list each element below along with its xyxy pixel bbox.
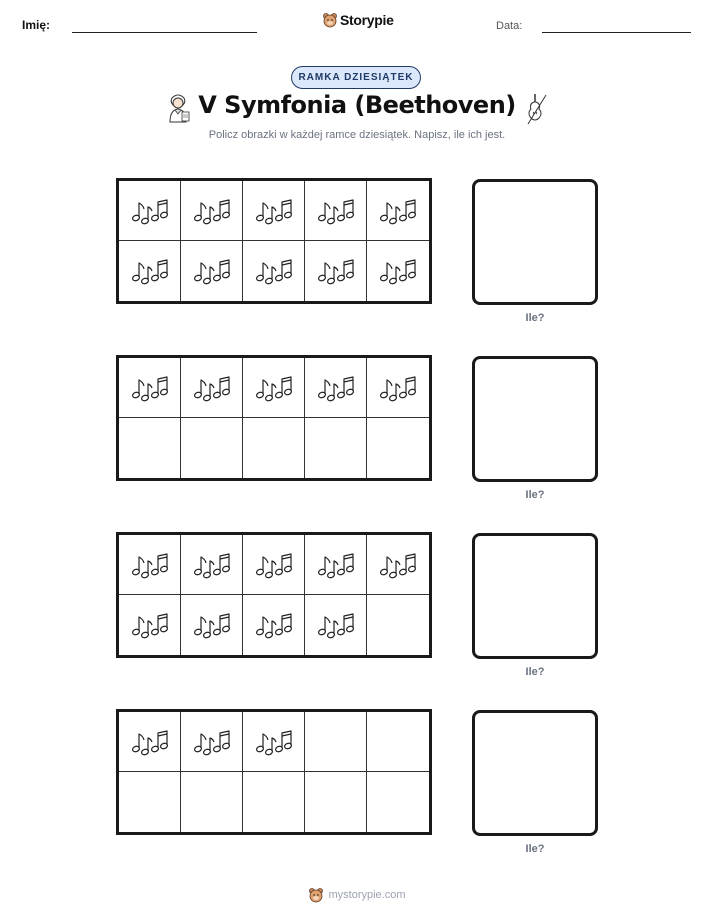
ten-frame-cell <box>243 595 305 655</box>
music-notes-icon <box>255 256 293 286</box>
answer-box[interactable] <box>472 533 598 659</box>
ten-frame-cell <box>305 181 367 241</box>
music-notes-icon <box>131 727 169 757</box>
ten-frame-cell <box>119 535 181 595</box>
ten-frame <box>116 532 432 658</box>
footer-url: mystorypie.com <box>328 889 406 901</box>
music-notes-icon <box>193 727 231 757</box>
ten-frame <box>116 709 432 835</box>
answer-box[interactable] <box>472 356 598 482</box>
ten-frame-cell <box>305 241 367 301</box>
ten-frame-cell <box>305 535 367 595</box>
ten-frame-cell <box>367 595 429 655</box>
music-notes-icon <box>379 373 417 403</box>
answer-box[interactable] <box>472 179 598 305</box>
music-notes-icon <box>131 550 169 580</box>
date-line[interactable] <box>542 32 691 33</box>
page-title: V Symfonia (Beethoven) <box>198 91 516 119</box>
ten-frame-cell <box>243 358 305 418</box>
ten-frame-cell <box>243 181 305 241</box>
ten-frame-cell <box>181 418 243 478</box>
ten-frame-cell <box>305 772 367 832</box>
ten-frame-cell <box>243 418 305 478</box>
music-notes-icon <box>193 373 231 403</box>
music-notes-icon <box>379 256 417 286</box>
music-notes-icon <box>193 610 231 640</box>
ten-frame-cell <box>181 772 243 832</box>
ten-frame-cell <box>181 358 243 418</box>
ten-frame-cell <box>181 241 243 301</box>
ten-frame-cell <box>305 358 367 418</box>
ten-frame-cell <box>367 418 429 478</box>
ten-frame-cell <box>119 181 181 241</box>
footer <box>0 887 714 903</box>
ten-frame-cell <box>243 712 305 772</box>
music-notes-icon <box>255 196 293 226</box>
music-notes-icon <box>379 550 417 580</box>
brand-logo <box>322 12 394 28</box>
ten-frame-cell <box>181 535 243 595</box>
ten-frame-cell <box>119 358 181 418</box>
music-notes-icon <box>317 256 355 286</box>
date-label: Data: <box>496 20 523 32</box>
violin-icon <box>524 92 550 131</box>
ten-frame-cell <box>181 712 243 772</box>
answer-box[interactable] <box>472 710 598 836</box>
music-notes-icon <box>255 373 293 403</box>
ten-frame-cell <box>119 418 181 478</box>
name-line[interactable] <box>72 32 257 33</box>
music-notes-icon <box>193 256 231 286</box>
answer-label: Ile? <box>525 312 545 324</box>
worksheet-type-badge: RAMKA DZIESIĄTEK <box>291 66 421 89</box>
ten-frame-cell <box>243 772 305 832</box>
music-notes-icon <box>255 727 293 757</box>
ten-frame-cell <box>367 241 429 301</box>
music-notes-icon <box>131 196 169 226</box>
ten-frame-cell <box>367 358 429 418</box>
ten-frame-cell <box>243 535 305 595</box>
name-label: Imię: <box>22 18 51 32</box>
answer-label: Ile? <box>525 843 545 855</box>
ten-frame-cell <box>181 595 243 655</box>
ten-frame-cell <box>119 772 181 832</box>
music-notes-icon <box>317 550 355 580</box>
music-notes-icon <box>317 373 355 403</box>
ten-frame-cell <box>305 418 367 478</box>
ten-frame-cell <box>181 181 243 241</box>
music-notes-icon <box>255 610 293 640</box>
music-notes-icon <box>379 196 417 226</box>
ten-frame-cell <box>305 595 367 655</box>
ten-frame <box>116 178 432 304</box>
bear-mascot-icon <box>322 12 338 28</box>
ten-frame-cell <box>367 772 429 832</box>
music-notes-icon <box>131 610 169 640</box>
ten-frame-cell <box>367 712 429 772</box>
music-notes-icon <box>317 196 355 226</box>
brand-name: Storypie <box>340 12 394 28</box>
ten-frame-cell <box>119 595 181 655</box>
ten-frame-cell <box>367 535 429 595</box>
music-notes-icon <box>255 550 293 580</box>
answer-label: Ile? <box>525 489 545 501</box>
music-notes-icon <box>193 196 231 226</box>
answer-label: Ile? <box>525 666 545 678</box>
music-notes-icon <box>193 550 231 580</box>
ten-frame-cell <box>243 241 305 301</box>
ten-frame <box>116 355 432 481</box>
ten-frame-cell <box>119 712 181 772</box>
ten-frame-cell <box>305 712 367 772</box>
bear-mascot-icon <box>308 887 324 903</box>
ten-frame-cell <box>367 181 429 241</box>
music-notes-icon <box>131 373 169 403</box>
ten-frame-cell <box>119 241 181 301</box>
music-notes-icon <box>131 256 169 286</box>
instructions: Policz obrazki w każdej ramce dziesiątek. Napisz, ile ich jest. <box>208 129 506 141</box>
music-notes-icon <box>317 610 355 640</box>
